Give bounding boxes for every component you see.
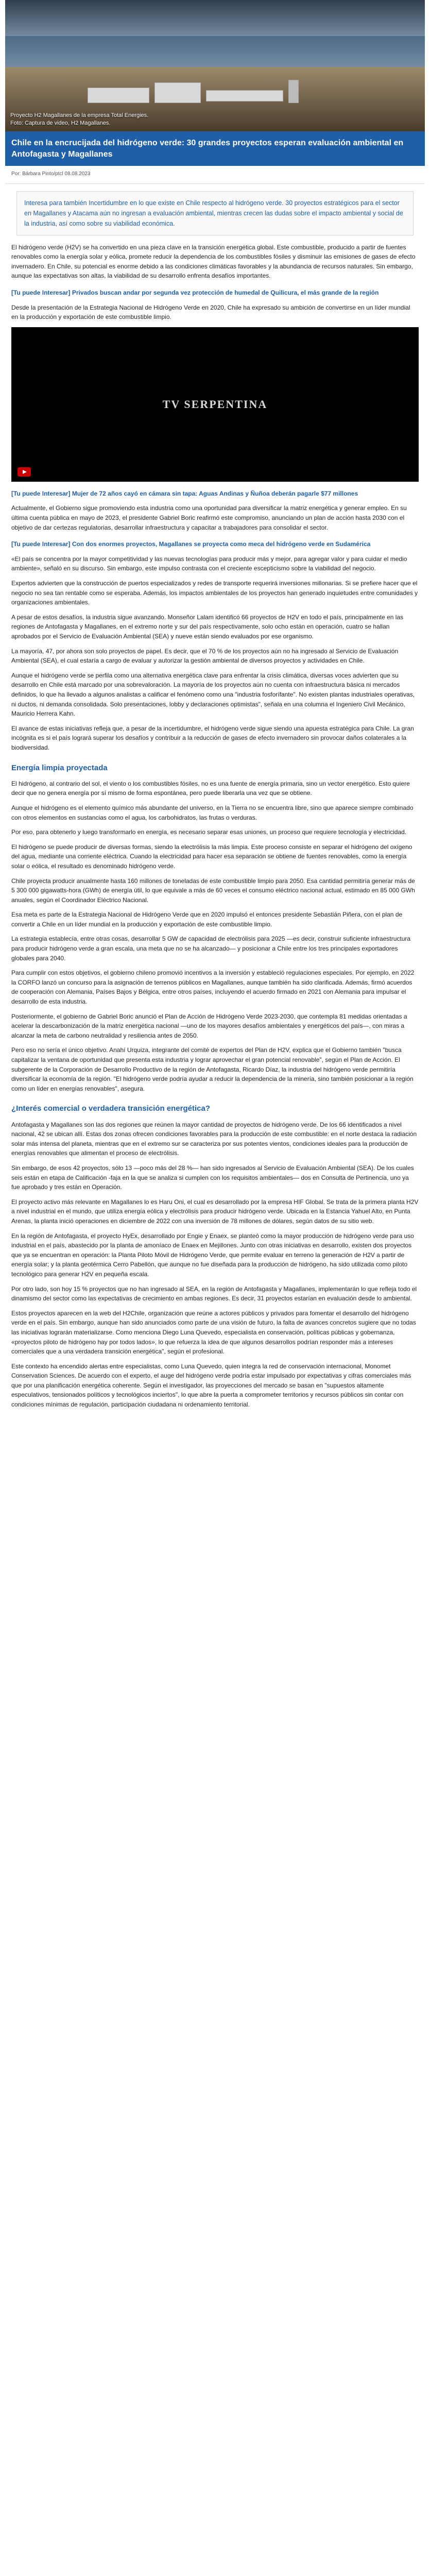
related-title[interactable]: Privados buscan andar por segunda vez protección de humedal de Quilicura, el más grande de la región: [72, 289, 379, 297]
video-logo: TV SERPENTINA: [162, 397, 268, 411]
paragraph: El hidrógeno, al contrario del sol, el viento o los combustibles fósiles, no es una fuente de energía primaria, sino un vector energético. Esto quiere decir que no genera energía por sí mismo de forma espontánea, pero puede liberarla una vez que se obtiene.: [11, 779, 410, 797]
hero-plant-structures: [88, 77, 304, 108]
paragraph: Aunque el hidrógeno es el elemento químico más abundante del universo, en la Tierra no se encuentra libre, sino que aparece siempre combinado con otros elementos en sustancias como el agua, los carbohidratos, las frutas o verduras.: [11, 804, 414, 821]
paragraph: El hidrógeno verde (H2V) se ha convertido en una pieza clave en la transición energética global. Este combustible, producido a partir de fuentes renovables como la energía solar y eólica, promete reducir la dependencia de los combustibles fósiles y disminuir las emisiones de gases de efecto invernadero. En Chile, su potencial es enorme debido a las condiciones climáticas favorables y la abundancia de recursos naturales. Sin embargo, aunque las expectativas son altas, la viabilidad de su desarrollo enfrenta desafíos importantes.: [11, 243, 416, 280]
related-link-3[interactable]: [11, 539, 419, 549]
section-heading: ¿Interés comercial o verdadera transición energética?: [11, 1104, 210, 1113]
hero-image: [5, 0, 425, 131]
paragraph: Aunque el hidrógeno verde se perfila como una alternativa energética clave para enfrentar la crisis climática, diversas voces advierten que su desarrollo en Chile está marcado por una sobrevaloración. La mayoría de los proyectos aún no cuenta con infraestructura básica ni mercados definidos, lo que ha llevado a algunos analistas a calificar el fenómeno como una "industria fosforífante". No existen plantas industriales operativas, ni ductos, ni demanda consolidada. Solo presentaciones, lobby y declaraciones optimistas", señala en una columna el Ingeniero Civil Mecánico, Mauricio Herrera Kahn.: [11, 671, 415, 718]
hero-caption: Proyecto H2 Magallanes de la empresa Total Energies. Foto: Captura de video, H2 Magallanes.: [10, 112, 149, 127]
related-link-2[interactable]: [11, 489, 419, 499]
paragraph: La mayoría, 47, por ahora son solo proyectos de papel. Es decir, que el 70 % de los proyectos aún no ha ingresado al Servicio de Evaluación Ambiental (SEA), el cual estaría a cargo de evaluar y autorizar la gestión ambiental de diversos proyectos y actividades en Chile.: [11, 647, 399, 665]
paragraph: Pero eso no sería el único objetivo. Anahí Urquiza, integrante del comité de expertos del Plan de H2V, explica que el Gobierno también "busca capitalizar la ventana de oportunidad que presenta esta industria y lograr aprovechar el gran potencial renovable", según el Plan de Acción. El subgerente de la Corporación de Desarrollo Productivo de la región de Antofagasta, Ricardo Díaz, la industria del hidrógeno verde permitiría diversificar la economía de la región. "El hidrógeno verde podría ayudar a reducir la dependencia de la minería, sino también posicionar a la región como un líder en energías renovables", asegura.: [11, 1046, 414, 1092]
paragraph: Antofagasta y Magallanes son las dos regiones que reúnen la mayor cantidad de proyectos de hidrógeno verde. De los 66 identificados a nivel nacional, 42 se ubican allí. Estas dos zonas ofrecen condiciones favorables para la producción de este combustible: en el norte destaca la radiación solar más intensa del planeta, mientras que en el extremo sur se caracteriza por sus potentes vientos, condiciones ideales para la producción de energías renovables que alimentan el proceso de electrólisis.: [11, 1121, 417, 1157]
paragraph: Para cumplir con estos objetivos, el gobierno chileno promovió incentivos a la inversión y estableció regulaciones especiales. Por ejemplo, en 2022 la CORFO lanzó un concurso para la asignación de terrenos públicos en Magallanes, aunque también ha sido clarificada. Además, firmó acuerdos de cooperación con Alemania, Países Bajos y Bélgica, entre otros países, incluyendo el acuerdo firmado en 2021 con Alemania para impulsar el desarrollo de esta industria.: [11, 969, 415, 1006]
paragraph: Estos proyectos aparecen en la web del H2Chile, organización que reúne a actores públicos y privados para fomentar el desarrollo del hidrógeno verde en el país. Sin embargo, aunque han sido anunciados como parte de una visión de futuro, la falta de avances concretos sugiere que no todas las iniciativas lograrán materializarse. Como menciona Diego Luna Quevedo, especialista en conservación, políticas públicas y gobernanza, «proyectos piloto de hidrógeno hay por todos lados», lo que refuerza la idea de que algunos desarrollos podrían responder más a intereses comerciales que a una verdadera transición energética", según el profesional.: [11, 1309, 416, 1355]
paragraph: Actualmente, el Gobierno sigue promoviendo esta industria como una oportunidad para diversificar la matriz energética y generar empleo. En su última cuenta pública en mayo de 2023, el presidente Gabriel Boric reafirmó este compromiso, anunciando un plan de acción hasta 2030 con el objetivo de dar certezas regulatorias, desarrollar infraestructura y capacitar a trabajadores para consolidar el sector.: [11, 504, 407, 531]
related-link-1[interactable]: [11, 288, 419, 298]
article-title-bar: [5, 131, 425, 166]
play-icon[interactable]: [18, 467, 31, 477]
related-tag: [Tu puede Interesar]: [11, 289, 71, 297]
paragraph: «El país se concentra por la mayor competitividad y las nuevas tecnologías para producir más y mejor, para agregar valor y para cuidar el medio ambiente», señaló en su discurso. Sin embargo, este impulso contrasta con el creciente escepticismo sobre la viabilidad del negocio.: [11, 555, 407, 572]
section-heading: Energía limpia proyectada: [11, 763, 108, 772]
paragraph: El proyecto activo más relevante en Magallanes lo es Haru Oni, el cual es desarrollado por la empresa HIF Global. Se trata de la primera planta H2V a nivel industrial en el mundo, que utiliza energía eólica y electrólisis para producir hidrógeno verde. Ubicada en la Estancia Yahuel Alto, en Punta Arenas, la planta inició operaciones en diciembre de 2022 con una inversión de 78 millones de dólares, según datos de su sitio web.: [11, 1198, 419, 1225]
paragraph: A pesar de estos desafíos, la industria sigue avanzando. Monseñor Lalam identificó 66 proyectos de H2V en todo el país, principalmente en las regiones de Antofagasta y Magallanes, en el extremo norte y sur del país respectivamente, solo ocho están en operación, cuatro se hallan aprobados por el Servicio de Evaluación Ambiental (SEA) y nueve están siendo evaluados por ese organismo.: [11, 613, 404, 640]
paragraph: Por eso, para obtenerlo y luego transformarlo en energía, es necesario separar esas uniones, un proceso que requiere tecnología y electricidad.: [11, 828, 407, 836]
paragraph: Esa meta es parte de la Estrategia Nacional de Hidrógeno Verde que en 2020 impulsó el entonces presidente Sebastián Piñera, con el plan de convertir a Chile en un líder mundial en la producción y exportación de este combustible limpio.: [11, 911, 403, 928]
article-title: Chile en la encrucijada del hidrógeno verde: 30 grandes proyectos esperan evaluación ambiental en Antofagasta y Magallanes: [11, 139, 404, 159]
paragraph: En la región de Antofagasta, el proyecto HyEx, desarrollado por Engie y Enaex, se planteó como la mayor producción de hidrógeno verde para uso industrial en el país, abastecido por la planta de amoníaco de Enaex en Mejillones. Junto con otras iniciativas en desarrollo, existen dos proyectos que ya se encuentran en operación: la Planta Piloto Móvil de Hidrógeno Verde, que permite evaluar en terreno la generación de H2V a partir de energía solar; y la planta geotérmica Cerro Pabellón, que aunque no fue diseñada para la producción de hidrógeno, ha sido utilizada como piloto tecnológico para generar H2V en pequeña escala.: [11, 1232, 414, 1278]
paragraph: Por otro lado, son hoy 15 % proyectos que no han ingresado al SEA, en la región de Antofagasta y Magallanes, implementarán lo que refleja todo el dinamismo del sector como las expectativas de crecimiento en ambas regiones. Es decir, 31 proyectos estarían en evaluación desde lo ambiental.: [11, 1285, 417, 1302]
paragraph: Chile proyecta producir anualmente hasta 160 millones de toneladas de este combustible limpio para 2050. Esa cantidad permitiría generar más de 5 300 000 gigawatts-hora (GWh) de energía útil, lo que equivale a más de 60 veces el consumo eléctrico nacional actual, estimado en 85 000 GWh anuales, según el Coordinador Eléctrico Nacional.: [11, 877, 415, 904]
paragraph: Expertos advierten que la construcción de puertos especializados y redes de transporte requerirá inversiones millonarias. Si se prefiere hacer que el negocio no sea tan rentable como se esperaba. Además, los impactos ambientales de los proyectos han generado inquietudes entre comunidades y organizaciones ambientales.: [11, 580, 418, 606]
paragraph: Sin embargo, de esos 42 proyectos, sólo 13 —poco más del 28 %— han sido ingresados al Servicio de Evaluación Ambiental (SEA). De los cuales seis están en etapa de Calificación -faja en la que se analiza si cumplen con los requisitos ambientales— dos en Consulta de Pertinencia, uno ya fue aprobado y tres están en Operación.: [11, 1164, 414, 1191]
paragraph: Posteriormente, el gobierno de Gabriel Boric anunció el Plan de Acción de Hidrógeno Verde 2023-2030, que contempla 81 medidas orientadas a acelerar la descarbonización de la matriz energética nacional —uno de los mayores desafíos ambientales y energéticos del país—, con miras a alcanzar la meta de carbono neutralidad y resiliencia antes de 2050.: [11, 1012, 407, 1039]
paragraph: La estrategia establecía, entre otras cosas, desarrollar 5 GW de capacidad de electrólisis para 2025 —es decir, construir suficiente infraestructura para producir hidrógeno verde a gran escala, una meta que no se ha alcanzado— y posicionar a Chile entre los tres principales exportadores globales para 2040.: [11, 935, 411, 962]
related-title[interactable]: Mujer de 72 años cayó en cámara sin tapa: Aguas Andinas y Ñuñoa deberán pagarle $77 millones: [72, 489, 358, 497]
paragraph: Desde la presentación de la Estrategia Nacional de Hidrógeno Verde en 2020, Chile ha expresado su ambición de convertirse en un líder mundial en la producción y exportación de este combustible limpio.: [11, 303, 410, 321]
paragraph: El avance de estas iniciativas refleja que, a pesar de la incertidumbre, el hidrógeno verde sigue siendo una apuesta estratégica para Chile. La gran incógnita es si el país logrará superar los desafíos y contribuir a la reducción de gases de efecto invernadero sin provocar daños colaterales a la biodiversidad.: [11, 724, 414, 751]
related-tag: [Tu puede Interesar]: [11, 540, 71, 548]
video-player[interactable]: [11, 327, 419, 482]
article-byline: Por: Bárbara Pinto/ptcl 08.08.2023: [5, 166, 425, 184]
article-lead: Interesa para también Incertidumbre en lo que existe en Chile respecto al hidrógeno verde. 30 proyectos estratégicos para el sector en Magallanes y Atacama aún no ingresan a evaluación ambiental, mientras crecen las dudas sobre el impacto ambiental y social de la industria, así como sobre su viabilidad económica.: [16, 191, 414, 235]
related-tag: [Tu puede Interesar]: [11, 489, 71, 497]
paragraph: El hidrógeno se puede producir de diversas formas, siendo la electrólisis la más limpia. Este proceso consiste en separar el hidrógeno del oxígeno del agua, mediante una corriente eléctrica. Cuando la electricidad para hacer esa separación se obtiene de fuentes renovables, como la energía solar o eólica, el resultado es denominado hidrógeno verde.: [11, 843, 412, 870]
paragraph: Este contexto ha encendido alertas entre especialistas, como Luna Quevedo, quien integra la red de conservación internacional, Monomet Conservation Sciences. De acuerdo con el experto, el auge del hidrógeno verde podría estar impulsado por expectativas y cifras comerciales más que por una planificación energética coherente. Según el investigador, las proyecciones del mercado se basan en "supuestos altamente especulativos, tensionados políticos y tecnológicos inciertos", lo que abre la puerta a comprometer territorios y recursos públicos sin contar con condiciones mínimas de regulación, participación ciudadana ni ordenamiento territorial.: [11, 1362, 411, 1409]
related-title[interactable]: Con dos enormes proyectos, Magallanes se proyecta como meca del hidrógeno verde en Sudamérica: [72, 540, 371, 548]
